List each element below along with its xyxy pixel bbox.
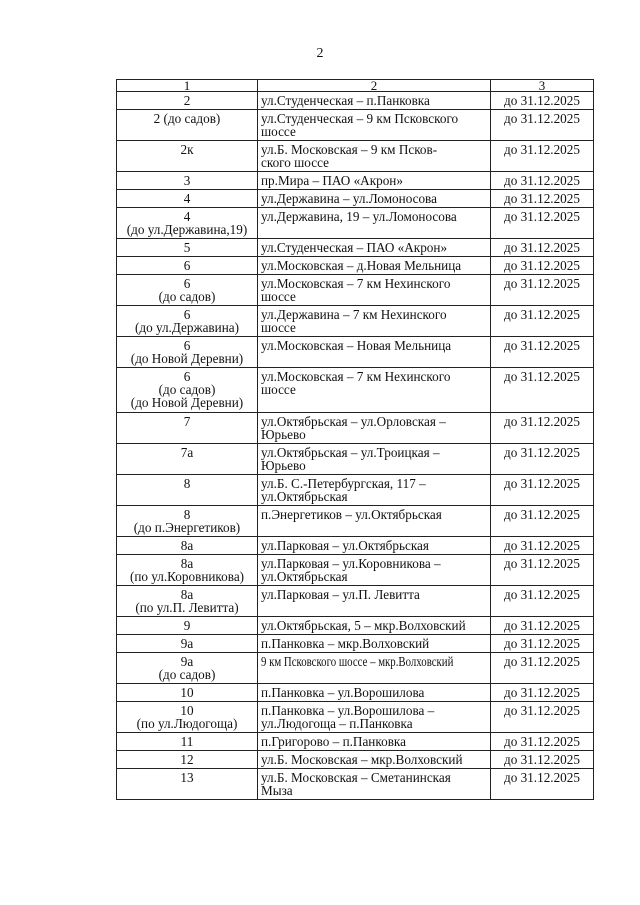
route-path: ул.Студенческая – ПАО «Акрон» (258, 239, 491, 257)
route-number: 6 (до Новой Деревни) (117, 337, 258, 368)
table-row (117, 537, 594, 555)
route-path: ул.Б. Московская – Сметанинская Мыза (258, 769, 491, 800)
route-path: ул.Октябрьская – ул.Троицкая – Юрьево (258, 444, 491, 475)
route-number: 12 (117, 751, 258, 769)
table-row (117, 617, 594, 635)
table-row (117, 586, 594, 617)
route-number: 8 (117, 475, 258, 506)
table-row (117, 306, 594, 337)
route-term: до 31.12.2025 (491, 751, 594, 769)
table-row (117, 475, 594, 506)
route-number: 6 (117, 257, 258, 275)
table-row (117, 208, 594, 239)
route-path: ул.Московская – 7 км Нехинского шоссе (258, 368, 491, 413)
route-term: до 31.12.2025 (491, 653, 594, 684)
route-term: до 31.12.2025 (491, 141, 594, 172)
route-path (258, 653, 491, 684)
route-number: 10 (по ул.Людогоща) (117, 702, 258, 733)
table-row (117, 555, 594, 586)
route-number: 11 (117, 733, 258, 751)
table-row (117, 141, 594, 172)
table-row (117, 684, 594, 702)
route-term: до 31.12.2025 (491, 635, 594, 653)
route-number: 2к (117, 141, 258, 172)
route-term: до 31.12.2025 (491, 444, 594, 475)
route-path: п.Григорово – п.Панковка (258, 733, 491, 751)
route-term: до 31.12.2025 (491, 208, 594, 239)
route-term: до 31.12.2025 (491, 368, 594, 413)
route-term: до 31.12.2025 (491, 475, 594, 506)
route-number: 4 (до ул.Державина,19) (117, 208, 258, 239)
route-term: до 31.12.2025 (491, 555, 594, 586)
route-path: ул.Московская – Новая Мельница (258, 337, 491, 368)
route-term: до 31.12.2025 (491, 617, 594, 635)
route-number: 3 (117, 172, 258, 190)
route-path: ул.Студенческая – 9 км Псковского шоссе (258, 110, 491, 141)
table-row (117, 653, 594, 684)
route-term: до 31.12.2025 (491, 239, 594, 257)
route-path: ул.Парковая – ул.П. Левитта (258, 586, 491, 617)
route-number: 7а (117, 444, 258, 475)
route-path: ул.Парковая – ул.Октябрьская (258, 537, 491, 555)
table-row (117, 769, 594, 800)
column-header-term: 3 (491, 80, 594, 92)
page-number: 2 (316, 46, 324, 61)
table-row (117, 92, 594, 110)
route-path: ул.Октябрьская – ул.Орловская – Юрьево (258, 413, 491, 444)
table-row (117, 506, 594, 537)
table-row (117, 190, 594, 208)
route-term: до 31.12.2025 (491, 684, 594, 702)
route-number: 9а (до садов) (117, 653, 258, 684)
route-path: ул.Октябрьская, 5 – мкр.Волховский (258, 617, 491, 635)
route-term: до 31.12.2025 (491, 275, 594, 306)
route-number: 8а (по ул.Коровникова) (117, 555, 258, 586)
route-number: 7 (117, 413, 258, 444)
route-number: 8а (117, 537, 258, 555)
route-term: до 31.12.2025 (491, 190, 594, 208)
route-path: ул.Б. Московская – мкр.Волховский (258, 751, 491, 769)
route-path: п.Панковка – мкр.Волховский (258, 635, 491, 653)
route-number: 8 (до п.Энергетиков) (117, 506, 258, 537)
table-row (117, 733, 594, 751)
route-number: 9а (117, 635, 258, 653)
route-number: 6 (до садов) (до Новой Деревни) (117, 368, 258, 413)
route-term: до 31.12.2025 (491, 257, 594, 275)
route-path: ул.Державина – 7 км Нехинского шоссе (258, 306, 491, 337)
table-row (117, 702, 594, 733)
table-row (117, 635, 594, 653)
column-header-number: 1 (117, 80, 258, 92)
route-number: 9 (117, 617, 258, 635)
column-header-route: 2 (258, 80, 491, 92)
table-row (117, 444, 594, 475)
table-row (117, 110, 594, 141)
route-number: 4 (117, 190, 258, 208)
route-path: пр.Мира – ПАО «Акрон» (258, 172, 491, 190)
route-path: ул.Московская – 7 км Нехинского шоссе (258, 275, 491, 306)
route-term: до 31.12.2025 (491, 733, 594, 751)
table-row (117, 337, 594, 368)
route-term: до 31.12.2025 (491, 586, 594, 617)
route-path: ул.Б. Московская – 9 км Псков- ского шоссе (258, 141, 491, 172)
route-path: ул.Державина, 19 – ул.Ломоносова (258, 208, 491, 239)
route-term: до 31.12.2025 (491, 413, 594, 444)
route-term: до 31.12.2025 (491, 110, 594, 141)
route-term: до 31.12.2025 (491, 506, 594, 537)
route-number: 6 (до ул.Державина) (117, 306, 258, 337)
route-path: п.Панковка – ул.Ворошилова – ул.Людогоща – п.Панковка (258, 702, 491, 733)
route-path: ул.Державина – ул.Ломоносова (258, 190, 491, 208)
route-term: до 31.12.2025 (491, 306, 594, 337)
table-row (117, 368, 594, 413)
route-number: 13 (117, 769, 258, 800)
route-term: до 31.12.2025 (491, 702, 594, 733)
route-number: 6 (до садов) (117, 275, 258, 306)
table-row (117, 257, 594, 275)
route-term: до 31.12.2025 (491, 92, 594, 110)
table-row (117, 239, 594, 257)
route-term: до 31.12.2025 (491, 537, 594, 555)
route-path: ул.Студенческая – п.Панковка (258, 92, 491, 110)
table-row (117, 275, 594, 306)
routes-table (116, 79, 594, 800)
route-term: до 31.12.2025 (491, 769, 594, 800)
route-path: ул.Б. С.-Петербургская, 117 – ул.Октябрьская (258, 475, 491, 506)
route-path: п.Панковка – ул.Ворошилова (258, 684, 491, 702)
route-number: 5 (117, 239, 258, 257)
table-row (117, 172, 594, 190)
route-number: 8а (по ул.П. Левитта) (117, 586, 258, 617)
table-row (117, 413, 594, 444)
table-header-row (117, 80, 594, 92)
route-number: 2 (117, 92, 258, 110)
route-number: 10 (117, 684, 258, 702)
route-number: 2 (до садов) (117, 110, 258, 141)
table-row (117, 751, 594, 769)
route-path: ул.Московская – д.Новая Мельница (258, 257, 491, 275)
route-path: ул.Парковая – ул.Коровникова – ул.Октябрьская (258, 555, 491, 586)
route-term: до 31.12.2025 (491, 337, 594, 368)
route-path: п.Энергетиков – ул.Октябрьская (258, 506, 491, 537)
route-term: до 31.12.2025 (491, 172, 594, 190)
route-path-text: 9 км Псковского шоссе – мкр.Волховский (261, 654, 454, 669)
